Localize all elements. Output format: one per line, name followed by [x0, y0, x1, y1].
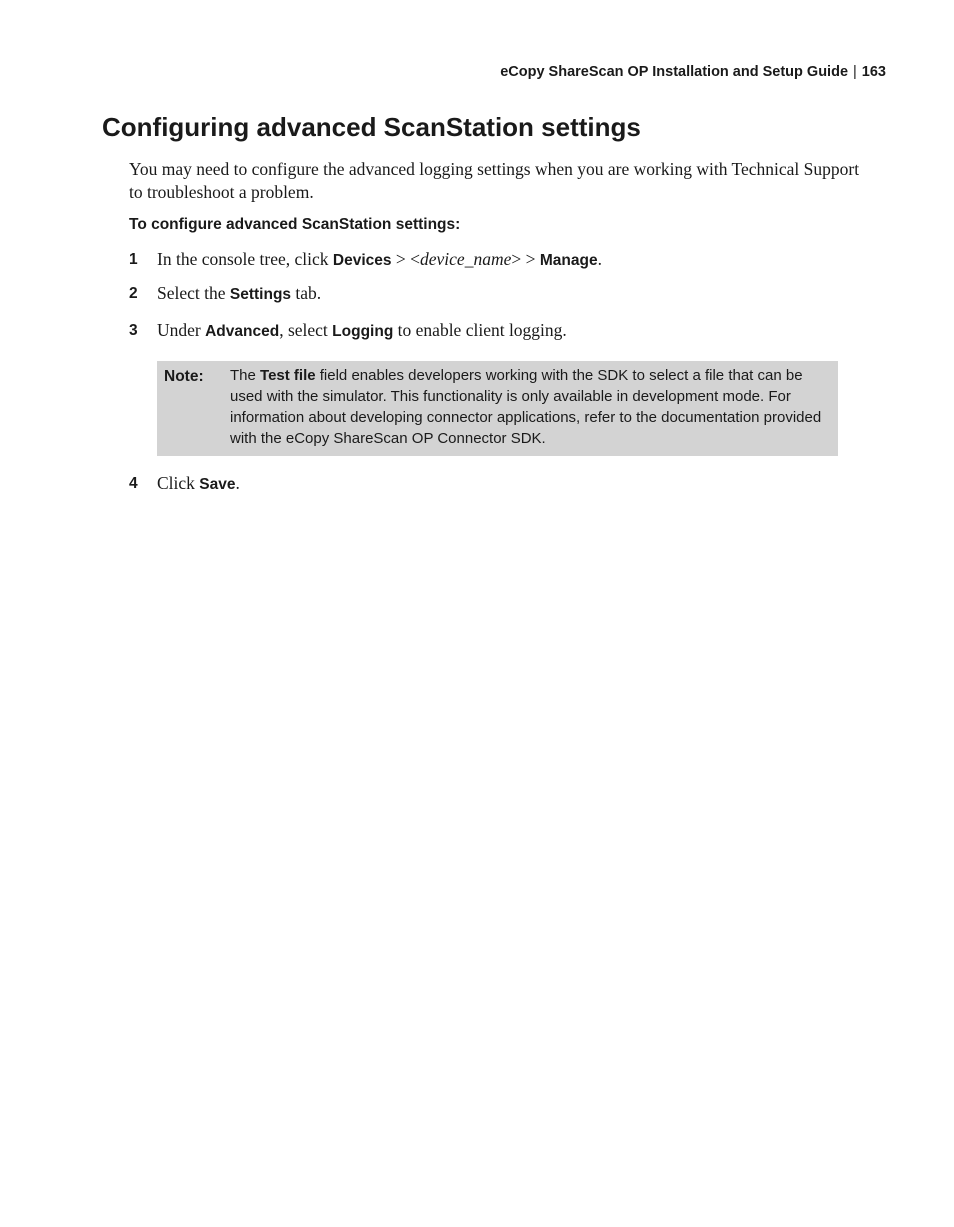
manage-term: Manage — [539, 252, 598, 269]
note-box — [157, 361, 838, 456]
step-number: 2 — [129, 285, 138, 302]
device-name-variable: device_name — [420, 249, 512, 269]
step-text — [157, 319, 567, 343]
step-number: 3 — [129, 322, 138, 339]
devices-term: Devices — [332, 252, 392, 269]
page-number: 163 — [861, 64, 886, 80]
step-text-part: to enable client logging. — [393, 320, 567, 340]
step-text — [157, 248, 602, 272]
step-text — [157, 472, 240, 496]
page-title: Configuring advanced ScanStation settings — [102, 112, 641, 142]
running-header — [500, 64, 886, 80]
note-text-part: field enables developers working with the SDK to select a file that can be used with the simulator. This functionality is only available in development mode. For information about developing connector applications, refer to the documentation provided with the eCopy ShareScan OP Connector SDK. — [230, 367, 822, 447]
step-text — [157, 282, 321, 306]
step-text-part: tab. — [291, 283, 322, 303]
step-text-part: > < — [391, 249, 421, 269]
step-text-part: In the console tree, click — [157, 249, 333, 269]
header-separator: | — [853, 64, 857, 80]
logging-term: Logging — [332, 323, 394, 340]
save-term: Save — [199, 476, 236, 493]
step-text-part: . — [597, 249, 602, 269]
settings-term: Settings — [229, 286, 292, 303]
advanced-term: Advanced — [205, 323, 280, 340]
step-text-part: Select the — [157, 283, 230, 303]
step-text-part: . — [235, 473, 240, 493]
step-text-part: Click — [157, 473, 200, 493]
note-label: Note: — [164, 368, 204, 385]
step-text-part: > > — [511, 249, 540, 269]
procedure-heading: To configure advanced ScanStation settings: — [129, 216, 461, 233]
guide-title: eCopy ShareScan OP Installation and Setup Guide — [500, 64, 849, 80]
step-number: 4 — [129, 475, 138, 492]
test-file-term: Test file — [260, 367, 316, 384]
step-text-part: Under — [157, 320, 206, 340]
step-number: 1 — [129, 251, 138, 268]
step-text-part: , select — [279, 320, 333, 340]
note-text-part: The — [230, 367, 261, 384]
note-text — [230, 365, 830, 449]
intro-paragraph: You may need to configure the advanced logging settings when you are working with Technical Support to troubleshoot a problem. — [129, 159, 860, 202]
